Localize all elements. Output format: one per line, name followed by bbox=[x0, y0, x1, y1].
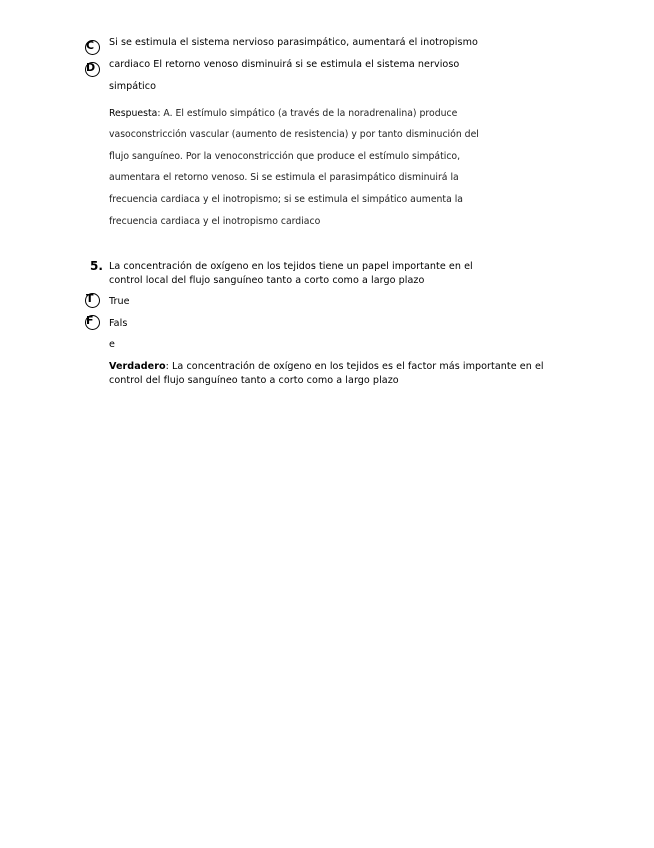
question-5-text-line1: La concentración de oxígeno en los tejidos tiene un papel importante en el bbox=[109, 261, 473, 272]
question-5-number: 5. bbox=[90, 259, 103, 273]
q5-answer-line1-rest: : La concentración de oxígeno en los tejidos es el factor más importante en el bbox=[165, 361, 544, 372]
option-d-radio[interactable] bbox=[85, 62, 100, 77]
answer-explanation-line1 bbox=[109, 108, 457, 119]
answer-label: Respuesta bbox=[109, 108, 158, 119]
q5-answer-line1 bbox=[109, 361, 544, 372]
option-d-letter: D bbox=[86, 61, 96, 74]
option-d-text-line2: simpático bbox=[109, 81, 156, 92]
option-false-radio[interactable] bbox=[85, 315, 100, 330]
option-d-text-line1: cardiaco El retorno venoso disminuirá si se estimula el sistema nervioso bbox=[109, 59, 460, 70]
option-false-letter: F bbox=[86, 314, 94, 327]
q5-answer-label: Verdadero bbox=[109, 361, 166, 372]
answer-line1-rest: : A. El estímulo simpático (a través de la noradrenalina) produce bbox=[157, 108, 458, 119]
option-true-letter: T bbox=[86, 292, 94, 305]
q5-answer-line2: control del flujo sanguíneo tanto a corto como a largo plazo bbox=[109, 375, 399, 386]
option-true-radio[interactable] bbox=[85, 293, 100, 308]
answer-explanation-line4: aumentara el retorno venoso. Si se estimula el parasimpático disminuirá la bbox=[109, 172, 459, 183]
answer-explanation-line5: frecuencia cardiaca y el inotropismo; si se estimula el simpático aumenta la bbox=[109, 194, 464, 205]
answer-explanation-line6: frecuencia cardiaca y el inotropismo cardiaco bbox=[109, 216, 321, 227]
option-true-label: True bbox=[109, 296, 130, 307]
question-5-text-line2: control local del flujo sanguíneo tanto a corto como a largo plazo bbox=[109, 275, 425, 286]
answer-explanation-line2: vasoconstricción vascular (aumento de resistencia) y por tanto disminución del bbox=[109, 129, 479, 140]
option-c-letter: C bbox=[86, 39, 95, 52]
answer-explanation-line3: flujo sanguíneo. Por la venoconstricción que produce el estímulo simpático, bbox=[109, 151, 461, 162]
option-c-text: Si se estimula el sistema nervioso parasimpático, aumentará el inotropismo bbox=[109, 37, 478, 48]
option-false-label: Fals bbox=[109, 318, 128, 329]
option-false-label-wrap: e bbox=[109, 339, 115, 350]
option-c-radio[interactable] bbox=[85, 40, 100, 55]
